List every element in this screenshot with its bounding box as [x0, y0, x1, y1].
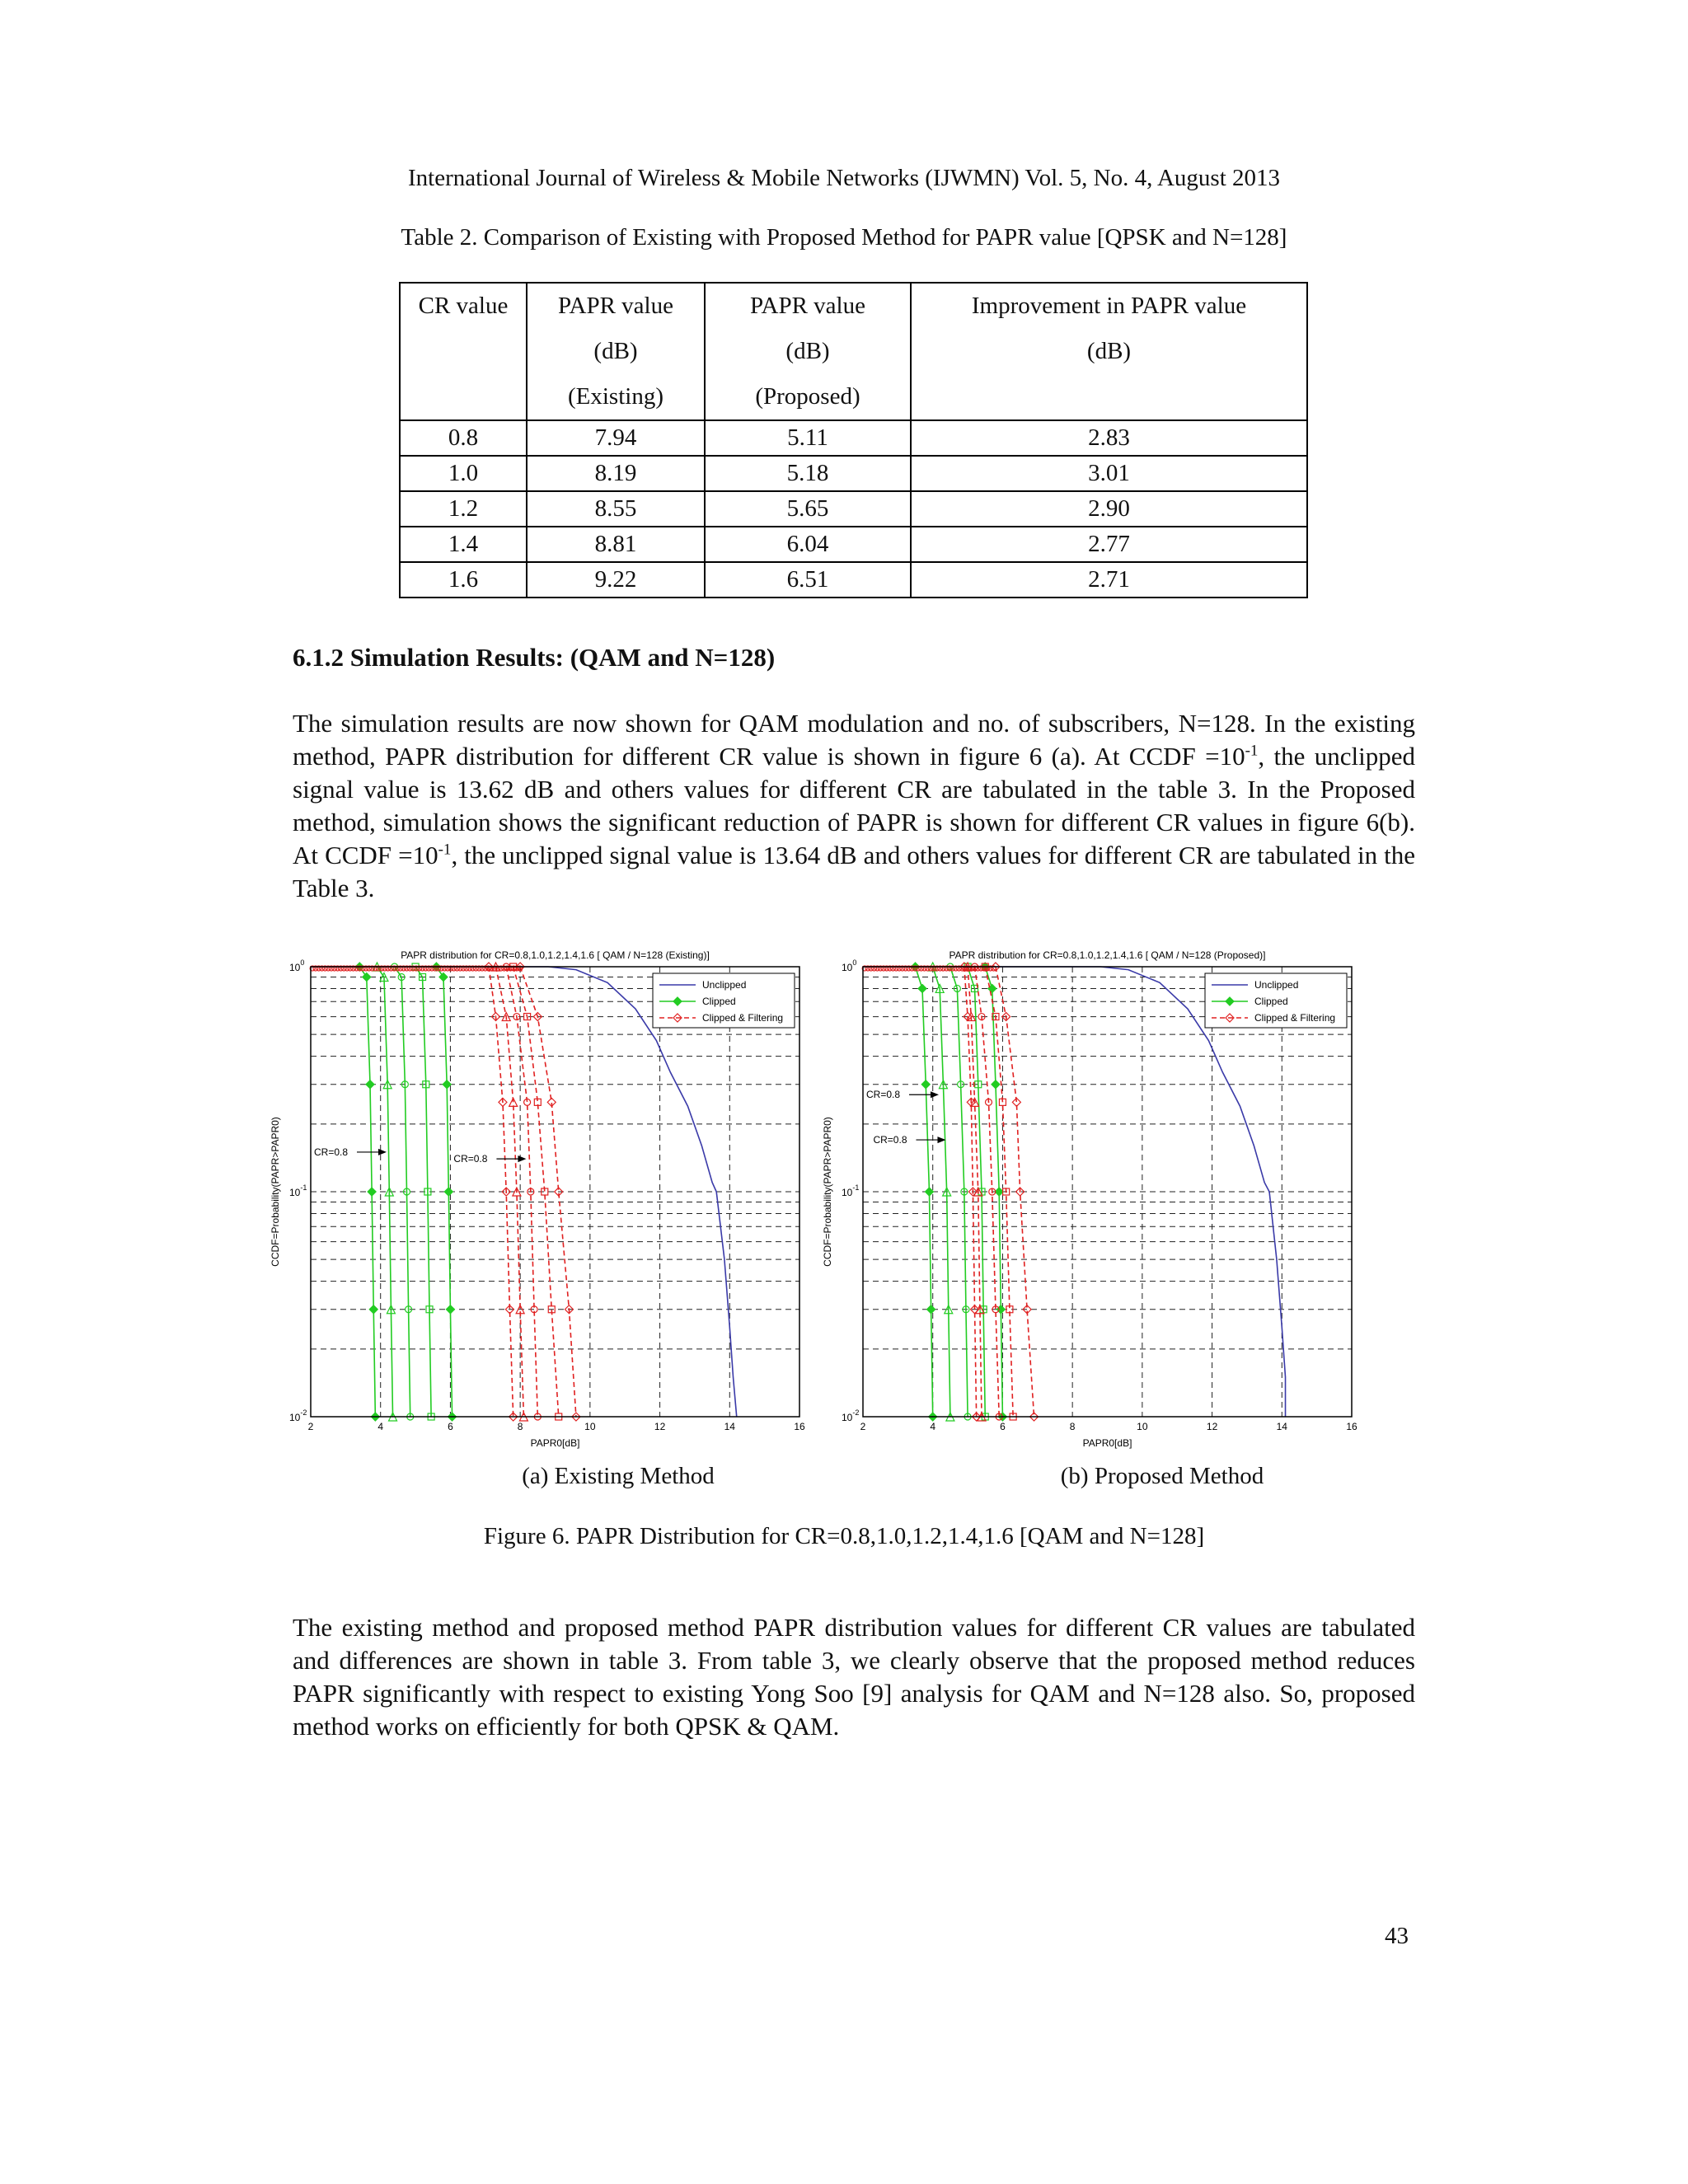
y-tick-label: $10^{-1}$ [289, 1183, 307, 1198]
x-tick-label: 12 [654, 1421, 666, 1432]
y-ticks [289, 958, 307, 1423]
y-ticks [842, 958, 859, 1423]
x-tick-label: 8 [517, 1421, 523, 1432]
x-tick-label: 14 [724, 1421, 735, 1432]
annotation-label: CR=0.8 [866, 1089, 901, 1101]
page-number: 43 [1385, 1923, 1409, 1949]
y-axis-label: CCDF=Probability(PAPR>PAPR0) [822, 1117, 833, 1267]
table-header-row [400, 283, 1307, 420]
x-axis-label: PAPR0[dB] [530, 1437, 580, 1449]
section-title: 6.1.2 Simulation Results: (QAM and N=128) [293, 643, 776, 672]
legend-label: Unclipped [702, 979, 747, 991]
table-row: 1.6 9.22 6.51 2.71 [400, 562, 1307, 598]
x-tick-label: 16 [794, 1421, 805, 1432]
x-tick-label: 2 [307, 1421, 314, 1432]
comparison-table [399, 282, 1308, 598]
y-tick-label: $10^0$ [842, 958, 857, 973]
running-header: International Journal of Wireless & Mobile Networks (IJWMN) Vol. 5, No. 4, August 2013 [407, 165, 1281, 191]
table-row: 1.4 8.81 6.04 2.77 [400, 527, 1307, 562]
x-tick-label: 4 [377, 1421, 384, 1432]
legend-label: Clipped & Filtering [1254, 1012, 1336, 1024]
x-tick-label: 2 [860, 1421, 866, 1432]
legend-label: Clipped [702, 996, 736, 1007]
header-improvement: Improvement in PAPR value (dB) [911, 283, 1307, 420]
y-axis-label: CCDF=Probability(PAPR>PAPR0) [270, 1117, 281, 1267]
x-ticks [860, 1421, 1357, 1432]
x-tick-label: 16 [1346, 1421, 1357, 1432]
table-row: 0.8 7.94 5.11 2.83 [400, 420, 1307, 456]
x-ticks [308, 1421, 805, 1432]
annotation-label: CR=0.8 [453, 1153, 488, 1165]
table-row: 1.0 8.19 5.18 3.01 [400, 456, 1307, 491]
x-tick-label: 14 [1276, 1421, 1287, 1432]
header-papr-proposed: PAPR value (dB) (Proposed) [705, 283, 911, 420]
y-tick-label: $10^0$ [289, 958, 305, 973]
x-tick-label: 10 [1137, 1421, 1148, 1432]
x-tick-label: 6 [448, 1421, 453, 1432]
chart-existing [264, 940, 841, 1459]
y-tick-exponent: -2 [300, 1408, 307, 1417]
x-tick-label: 6 [1000, 1421, 1006, 1432]
y-tick-exponent: 0 [852, 958, 857, 967]
table-caption: Table 2. Comparison of Existing with Proposed Method for PAPR value [QPSK and N=128] [401, 224, 1287, 251]
x-tick-label: 12 [1206, 1421, 1218, 1432]
x-tick-label: 8 [1069, 1421, 1076, 1432]
x-tick-label: 4 [930, 1421, 936, 1432]
header-papr-existing: PAPR value (dB) (Existing) [527, 283, 705, 420]
subcaption-proposed: (b) Proposed Method [1060, 1463, 1264, 1489]
legend-label: Clipped & Filtering [702, 1012, 784, 1024]
legend-label: Clipped [1254, 996, 1288, 1007]
paragraph-1: The simulation results are now shown for QAM modulation and no. of subscribers, N=128. In the existing method, PAPR distribution for different CR value is shown in figure 6 (a). At CCDF $=10^{-1}$, the unclipped signal value is 13.62 dB and others values for different CR are tabulated in the table 3. In the Proposed method, simulation shows the significant reduction of PAPR is shown for different CR values in figure 6(b). At CCDF $=10^{-1}$, the unclipped signal value is 13.64 dB and others values for different CR are tabulated in the Table 3. [293, 709, 1416, 902]
chart-title: PAPR distribution for CR=0.8,1.0,1.2,1.4,1.6 [ QAM / N=128 (Existing)] [401, 949, 710, 961]
legend [653, 973, 795, 1028]
legend-label: Unclipped [1254, 979, 1299, 991]
y-tick-exponent: -1 [300, 1183, 307, 1192]
figure-caption: Figure 6. PAPR Distribution for CR=0.8,1.0,1.2,1.4,1.6 [QAM and N=128] [483, 1523, 1205, 1549]
chart-proposed [816, 940, 1393, 1459]
x-axis-label: PAPR0[dB] [1082, 1437, 1132, 1449]
y-tick-exponent: 0 [300, 958, 305, 967]
y-tick-label: $10^{-1}$ [842, 1183, 860, 1198]
subcaption-existing: (a) Existing Method [522, 1463, 715, 1489]
y-tick-exponent: -2 [852, 1408, 860, 1417]
legend [1205, 973, 1347, 1028]
y-tick-label: $10^{-2}$ [842, 1408, 860, 1423]
paragraph-2: The existing method and proposed method PAPR distribution values for different CR values are tabulated and differences are shown in table 3. From table 3, we clearly observe that the proposed method reduces PAPR significantly with respect to existing Yong Soo [9] analysis for QAM and N=128 also. So, proposed method works on efficiently for both QPSK & QAM. [293, 1613, 1415, 1741]
annotation-label: CR=0.8 [314, 1146, 349, 1158]
x-tick-label: 10 [584, 1421, 596, 1432]
chart-title: PAPR distribution for CR=0.8,1.0,1.2,1.4,1.6 [ QAM / N=128 (Proposed)] [949, 949, 1266, 961]
y-tick-label: $10^{-2}$ [289, 1408, 307, 1423]
header-cr-value: CR value [400, 283, 527, 420]
table-row: 1.2 8.55 5.65 2.90 [400, 491, 1307, 527]
y-tick-exponent: -1 [852, 1183, 860, 1192]
annotation-label: CR=0.8 [873, 1134, 907, 1146]
